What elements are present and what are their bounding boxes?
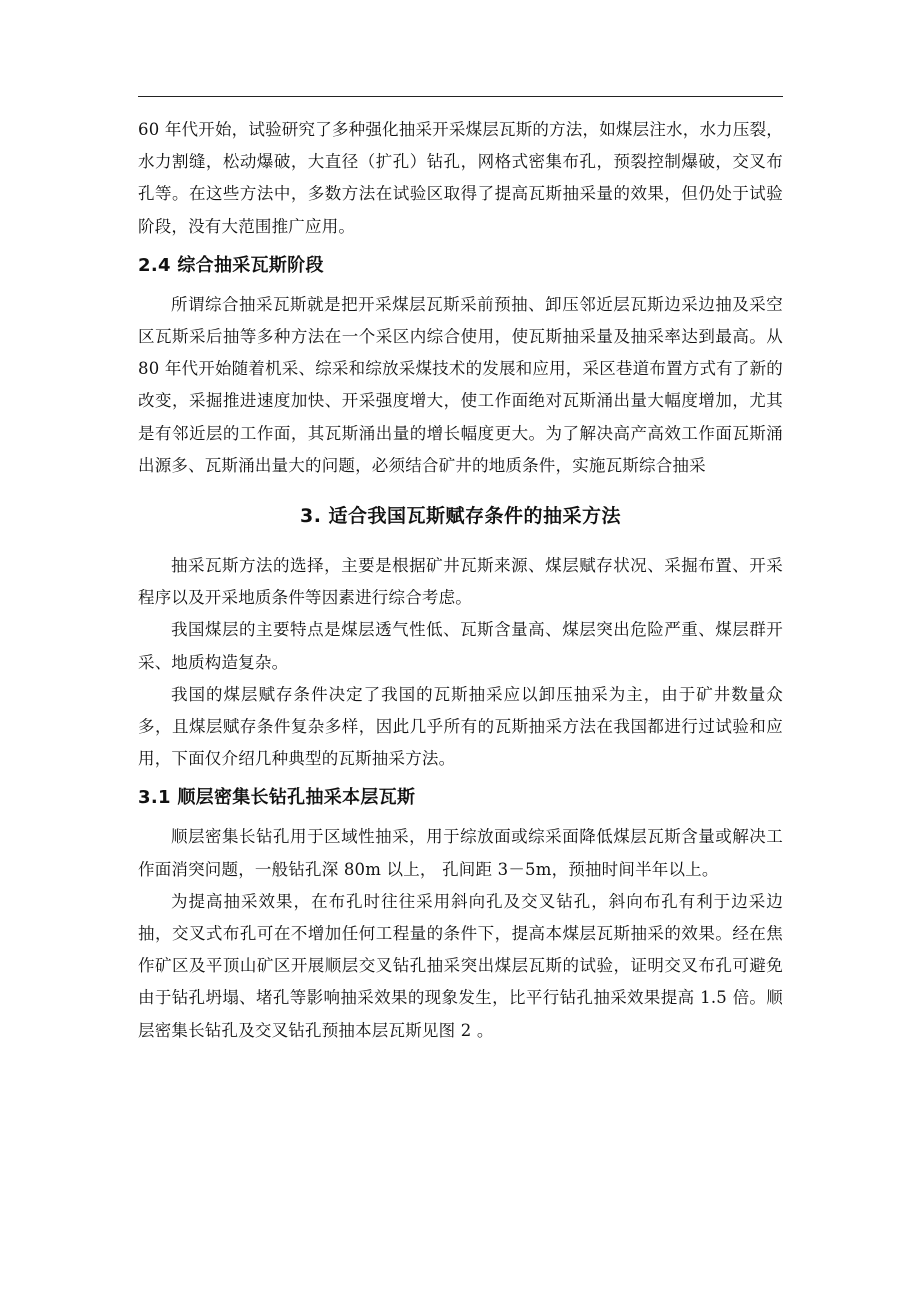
document-body	[138, 114, 783, 1047]
paragraph-2-4: 所谓综合抽采瓦斯就是把开采煤层瓦斯采前预抽、卸压邻近层瓦斯边采边抽及采空区瓦斯采后抽等多种方法在一个采区内综合使用，使瓦斯抽采量及抽采率达到最高。从 80 年代开始随着机采、综采和综放采煤技术的发展和应用，采区巷道布置方式有了新的改变，采掘推进速度加快、开采强度增大，使工作面绝对瓦斯涌出量大幅度增加，尤其是有邻近层的工作面，其瓦斯涌出量的增长幅度更大。为了解决高产高效工作面瓦斯涌出源多、瓦斯涌出量大的问题，必须结合矿井的地质条件，实施瓦斯综合抽采	[138, 294, 783, 475]
paragraph-3-c: 我国的煤层赋存条件决定了我国的瓦斯抽采应以卸压抽采为主，由于矿井数量众多，且煤层赋存条件复杂多样，因此几乎所有的瓦斯抽采方法在我国都进行过试验和应用，下面仅介绍几种典型的瓦斯抽采方法。	[138, 684, 783, 769]
paragraph-intro: 60 年代开始，试验研究了多种强化抽采开采煤层瓦斯的方法，如煤层注水，水力压裂，水力割缝，松动爆破，大直径（扩孔）钻孔，网格式密集布孔，预裂控制爆破，交叉布孔等。在这些方法中，多数方法在试验区取得了提高瓦斯抽采量的效果，但仍处于试验阶段，没有大范围推广应用。	[138, 120, 783, 236]
paragraph-3-1-b: 为提高抽采效果，在布孔时往往采用斜向孔及交叉钻孔，斜向布孔有利于边采边抽，交叉式布孔可在不增加任何工程量的条件下，提高本煤层瓦斯抽采的效果。经在焦作矿区及平顶山矿区开展顺层交叉钻孔抽采突出煤层瓦斯的试验，证明交叉布孔可避免由于钻孔坍塌、堵孔等影响抽采效果的现象发生，比平行钻孔抽采效果提高 1.5 倍。顺层密集长钻孔及交叉钻孔预抽本层瓦斯见图 2 。	[138, 891, 783, 1040]
heading-section-3: 3. 适合我国瓦斯赋存条件的抽采方法	[299, 505, 622, 528]
paragraph-3-1-a: 顺层密集长钻孔用于区域性抽采，用于综放面或综采面降低煤层瓦斯含量或解决工作面消突问题，一般钻孔深 80m 以上， 孔间距 3－5m，预抽时间半年以上。	[138, 827, 783, 879]
heading-2-4: 2.4 综合抽采瓦斯阶段	[138, 254, 324, 276]
header-rule	[138, 96, 783, 97]
paragraph-3-b: 我国煤层的主要特点是煤层透气性低、瓦斯含量高、煤层突出危险严重、煤层群开采、地质构造复杂。	[138, 620, 783, 672]
paragraph-3-a: 抽采瓦斯方法的选择，主要是根据矿井瓦斯来源、煤层赋存状况、采掘布置、开采程序以及开采地质条件等因素进行综合考虑。	[138, 556, 783, 608]
heading-3-1: 3.1 顺层密集长钻孔抽采本层瓦斯	[138, 787, 416, 809]
